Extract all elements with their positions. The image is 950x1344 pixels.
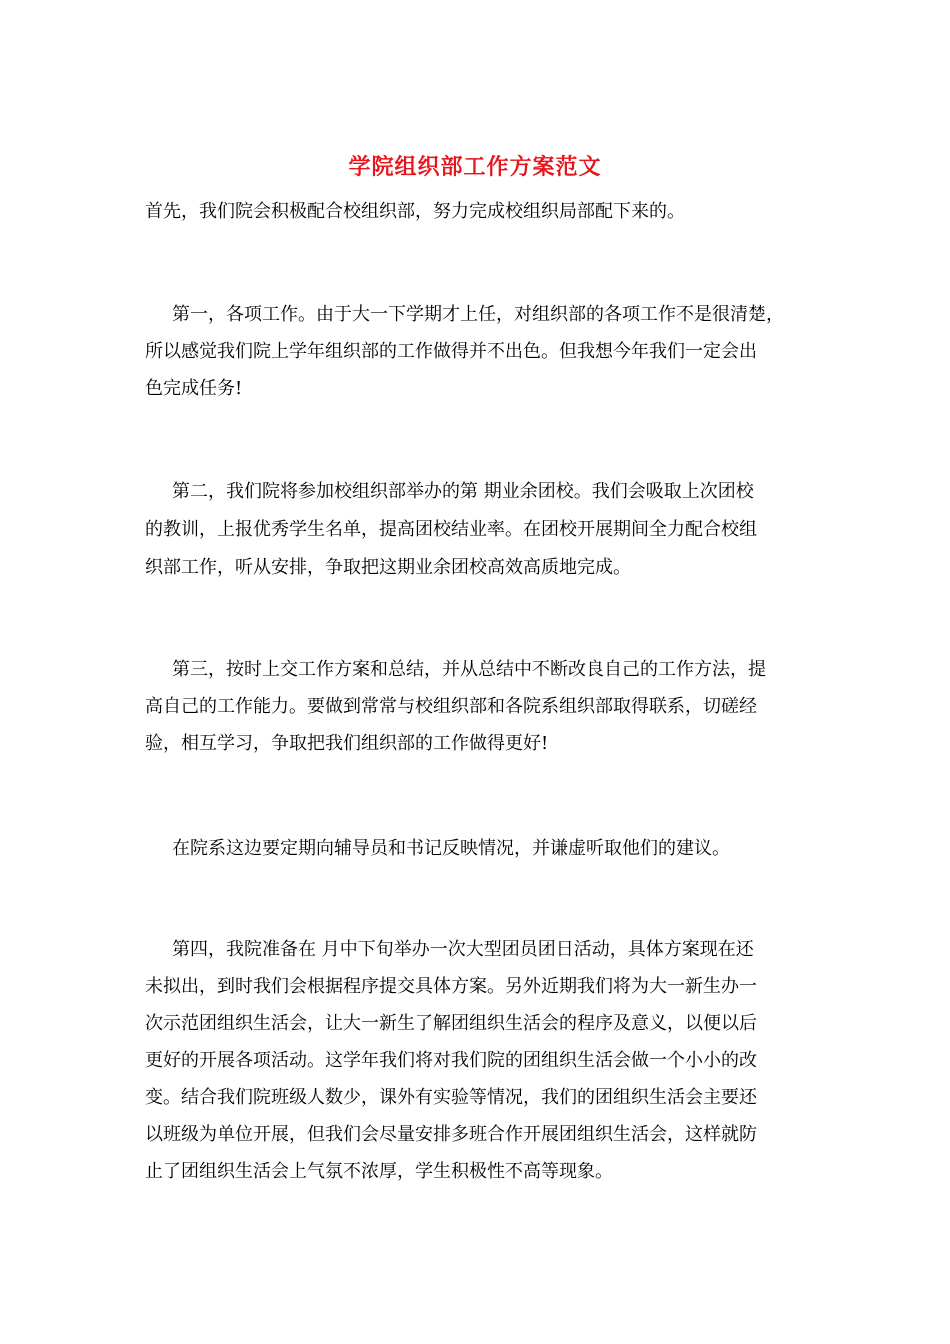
paragraph-5-line-3: 次示范团组织生活会，让大一新生了解团组织生活会的程序及意义，以便以后 [145, 1013, 757, 1034]
paragraph-4-line-1: 在院系这边要定期向辅导员和书记反映情况，并谦虚听取他们的建议。 [172, 838, 730, 859]
paragraph-3-line-1: 第三，按时上交工作方案和总结，并从总结中不断改良自己的工作方法，提 [172, 659, 766, 680]
paragraph-1-line-3: 色完成任务! [145, 378, 243, 399]
paragraph-5-line-6: 以班级为单位开展，但我们会尽量安排多班合作开展团组织生活会，这样就防 [145, 1124, 757, 1145]
paragraph-2-line-3: 织部工作，听从安排，争取把这期业余团校高效高质地完成。 [145, 557, 631, 578]
document-title: 学院组织部工作方案范文 [348, 154, 602, 180]
paragraph-5-line-1: 第四，我院准备在 月中下旬举办一次大型团员团日活动，具体方案现在还 [172, 939, 754, 960]
paragraph-1-line-2: 所以感觉我们院上学年组织部的工作做得并不出色。但我想今年我们一定会出 [145, 341, 757, 362]
paragraph-5-line-2: 未拟出，到时我们会根据程序提交具体方案。另外近期我们将为大一新生办一 [145, 976, 757, 997]
paragraph-5-line-4: 更好的开展各项活动。这学年我们将对我们院的团组织生活会做一个小小的改 [145, 1050, 757, 1071]
paragraph-5-line-7: 止了团组织生活会上气氛不浓厚，学生积极性不高等现象。 [145, 1161, 613, 1182]
paragraph-1-line-1: 第一，各项工作。由于大一下学期才上任，对组织部的各项工作不是很清楚， [172, 304, 784, 325]
paragraph-2-line-2: 的教训，上报优秀学生名单，提高团校结业率。在团校开展期间全力配合校组 [145, 519, 757, 540]
intro-line: 首先，我们院会积极配合校组织部，努力完成校组织局部配下来的。 [145, 201, 685, 222]
paragraph-3-line-2: 高自己的工作能力。要做到常常与校组织部和各院系组织部取得联系，切磋经 [145, 696, 757, 717]
paragraph-2-line-1: 第二，我们院将参加校组织部举办的第 期业余团校。我们会吸取上次团校 [172, 481, 754, 502]
paragraph-5-line-5: 变。结合我们院班级人数少，课外有实验等情况，我们的团组织生活会主要还 [145, 1087, 757, 1108]
paragraph-3-line-3: 验，相互学习，争取把我们组织部的工作做得更好! [145, 733, 549, 754]
